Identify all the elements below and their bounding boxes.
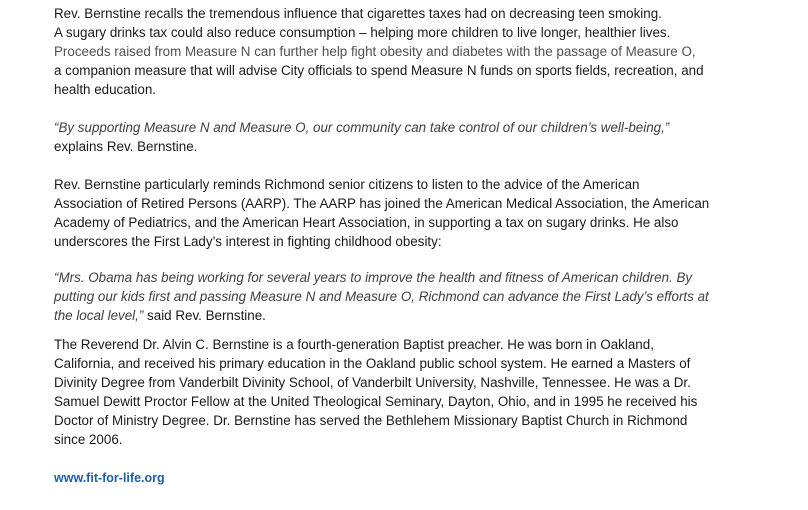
quote-attribution: explains Rev. Bernstine. <box>54 139 198 154</box>
paragraph-line: Samuel Dewitt Proctor Fellow at the United Theological Seminary, Dayton, Ohio, and in 1995 he received his <box>54 394 698 409</box>
paragraph-line: The Reverend Dr. Alvin C. Bernstine is a fourth-generation Baptist preacher. He was born in Oakland, <box>54 337 654 352</box>
paragraph-line: underscores the First Lady’s interest in fighting childhood obesity: <box>54 234 442 249</box>
paragraph-line: health education. <box>54 82 156 97</box>
spacer <box>54 325 804 335</box>
quote-first-lady <box>54 268 804 325</box>
spacer <box>54 449 804 468</box>
paragraph-line: Rev. Bernstine particularly reminds Richmond senior citizens to listen to the advice of the American <box>54 177 640 192</box>
paragraph-aarp <box>54 175 804 251</box>
spacer <box>54 99 804 118</box>
quote-measure-n-o <box>54 118 804 156</box>
paragraph-line: California, and received his primary education in the Oakland public school system. He earned a Masters of <box>54 356 691 371</box>
paragraph-line: Academy of Pediatrics, and the American Heart Association, in supporting a tax on sugary drinks. He also <box>54 215 679 230</box>
quote-attribution: said Rev. Bernstine. <box>143 308 266 323</box>
paragraph-line: since 2006. <box>54 432 123 447</box>
paragraph-line: a companion measure that will advise City officials to spend Measure N funds on sports fields, recreation, and <box>54 63 704 78</box>
paragraph-line: Rev. Bernstine recalls the tremendous influence that cigarettes taxes had on decreasing teen smoking. <box>54 6 662 21</box>
document-page <box>54 4 804 488</box>
quote-fragment: the local level,” <box>54 308 144 323</box>
paragraph-intro <box>54 4 804 99</box>
spacer <box>54 251 804 268</box>
paragraph-line: Association of Retired Persons (AARP). The AARP has joined the American Medical Association, the American <box>54 196 710 211</box>
website-link[interactable]: www.fit-for-life.org <box>54 471 165 485</box>
quote-text: “By supporting Measure N and Measure O, our community can take control of our children’s well-being,” <box>54 120 670 135</box>
quote-line-last <box>54 306 804 325</box>
paragraph-biography <box>54 335 804 449</box>
paragraph-line: Divinity Degree from Vanderbilt Divinity School, of Vanderbilt University, Nashville, Tennessee. He was a Dr. <box>54 375 691 390</box>
paragraph-line: A sugary drinks tax could also reduce consumption – helping more children to live longer, healthier lives. <box>54 25 671 40</box>
quote-line: putting our kids first and passing Measure N and Measure O, Richmond can advance the First Lady’s efforts at <box>54 289 709 304</box>
spacer <box>54 156 804 175</box>
paragraph-line: Doctor of Ministry Degree. Dr. Bernstine has served the Bethlehem Missionary Baptist Church in Richmond <box>54 413 688 428</box>
paragraph-line: Proceeds raised from Measure N can further help fight obesity and diabetes with the passage of Measure O, <box>54 44 696 59</box>
quote-line: “Mrs. Obama has being working for several years to improve the health and fitness of American children. By <box>54 270 693 285</box>
